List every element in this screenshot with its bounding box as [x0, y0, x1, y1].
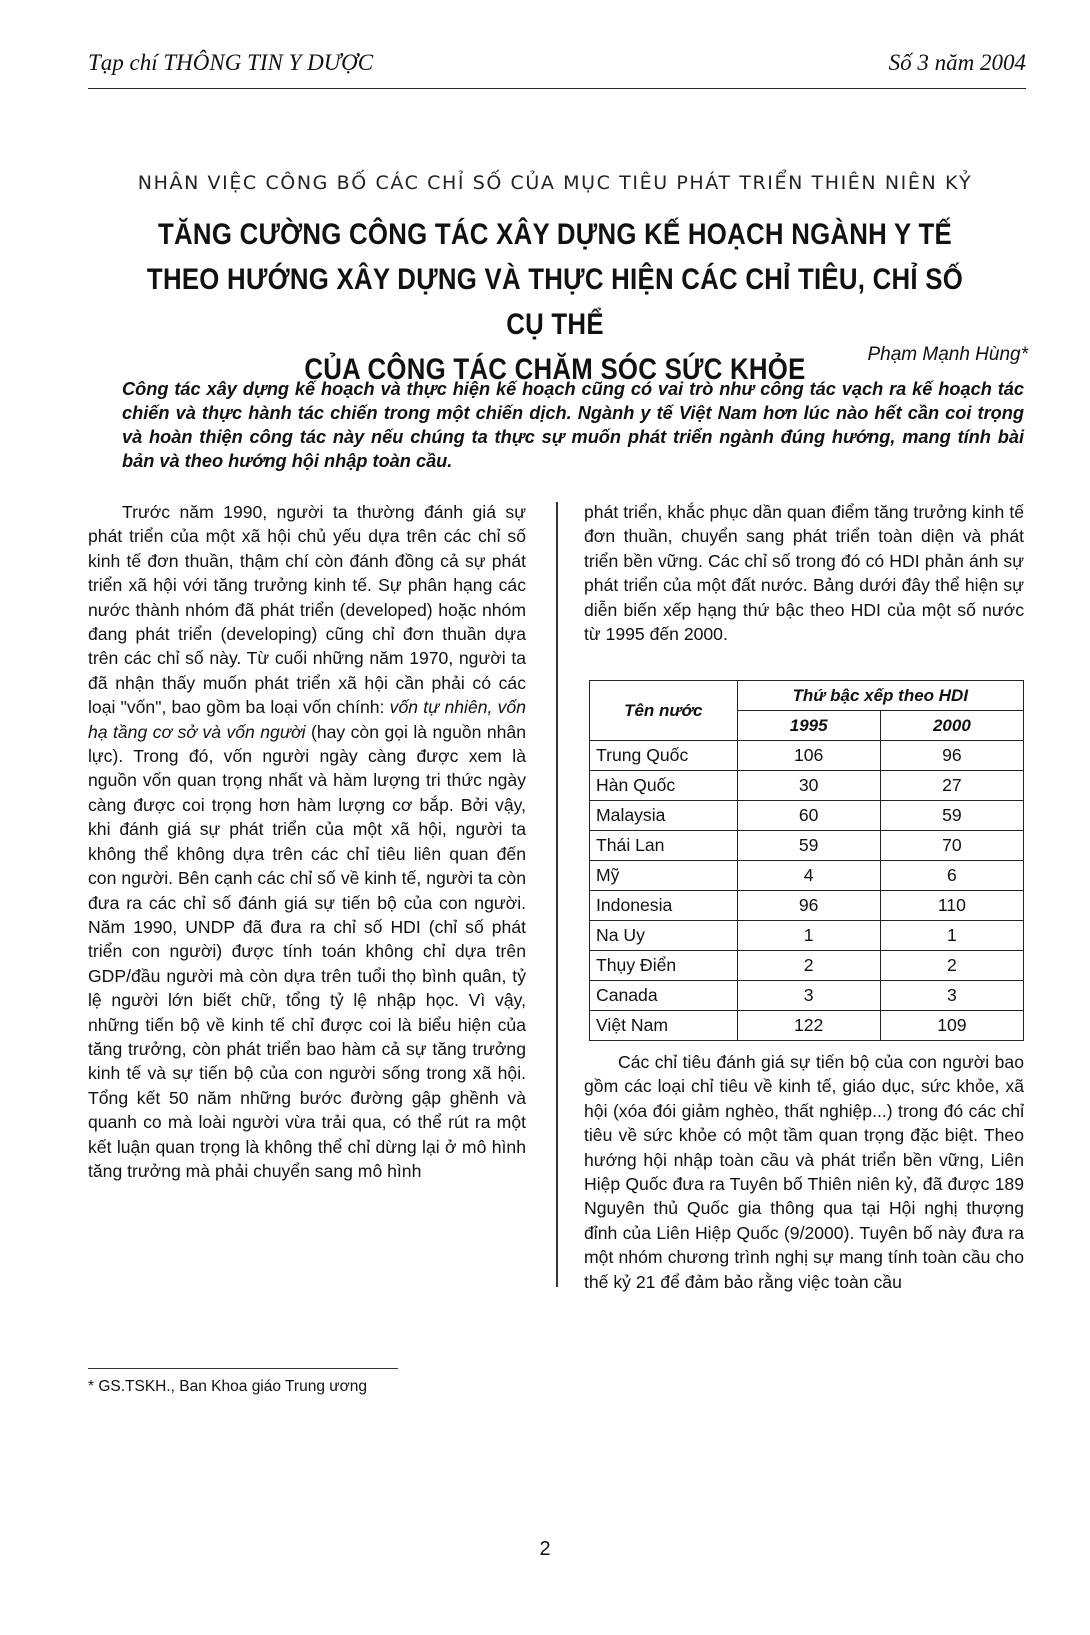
- table-row: [590, 741, 1024, 771]
- rank-1995-cell: 122: [737, 1011, 880, 1041]
- body-paragraph: Các chỉ tiêu đánh giá sự tiến bộ của con người bao gồm các loại chỉ tiêu về kinh tế, giáo dục, sức khỏe, xã hội (xóa đói giảm nghèo, thất nghiệp...) trong đó các chỉ tiêu về sức khỏe có một tầm quan trọng đặc biệt. Theo hướng hội nhập toàn cầu và phát triển bền vững, Liên Hiệp Quốc đưa ra Tuyên bố Thiên niên kỷ, đã được 189 Nguyên thủ Quốc gia thông qua tại Hội nghị thượng đỉnh của Liên Hiệp Quốc (9/2000). Tuyên bố này đưa ra một nhóm chương trình nghị sự mang tính toàn cầu cho thế kỷ 21 để đảm bảo rằng việc toàn cầu: [584, 1052, 1024, 1292]
- article-title: [147, 212, 964, 392]
- article-kicker: NHÂN VIỆC CÔNG BỐ CÁC CHỈ SỐ CỦA MỤC TIÊU PHÁT TRIỂN THIÊN NIÊN KỶ: [137, 172, 973, 194]
- table-row: [590, 891, 1024, 921]
- article-abstract: Công tác xây dựng kế hoạch và thực hiện kế hoạch cũng có vai trò như công tác vạch ra kế hoạch tác chiến và thực hành tác chiến trong một chiến dịch. Ngành y tế Việt Nam hơn lúc nào hết cần coi trọng và hoàn thiện công tác này nếu chúng ta thực sự muốn phát triển ngành đúng hướng, mang tính bài bản và theo hướng hội nhập toàn cầu.: [122, 379, 1024, 471]
- table-row: [590, 921, 1024, 951]
- rank-2000-cell: 27: [880, 771, 1023, 801]
- rank-2000-cell: 1: [880, 921, 1023, 951]
- table-row: [590, 1011, 1024, 1041]
- rank-1995-cell: 96: [737, 891, 880, 921]
- footnote: * GS.TSKH., Ban Khoa giáo Trung ương: [88, 1378, 368, 1395]
- body-paragraph: phát triển, khắc phục dần quan điểm tăng trưởng kinh tế đơn thuần, chuyển sang phát triển toàn diện và phát triển bền vững. Các chỉ số trong đó có HDI phản ánh sự phát triển của một đất nước. Bảng dưới đây thể hiện sự diễn biến xếp hạng thứ bậc theo HDI của một số nước từ 1995 đến 2000.: [584, 502, 1024, 645]
- author-name: Phạm Mạnh Hùng*: [867, 344, 1028, 365]
- country-cell: Malaysia: [590, 801, 738, 831]
- right-column: [584, 500, 1024, 646]
- country-cell: Thái Lan: [590, 831, 738, 861]
- emphasis-text: vốn tự nhiên, vốn hạ tầng cơ sở và vốn người: [88, 697, 526, 742]
- column-header-rank: Thứ bậc xếp theo HDI: [737, 681, 1023, 711]
- rank-2000-cell: 96: [880, 741, 1023, 771]
- rank-1995-cell: 2: [737, 951, 880, 981]
- paragraph-text: Trước năm 1990, người ta thường đánh giá sự phát triển của một xã hội chủ yếu dựa trên các chỉ số kinh tế đơn thuần, thậm chí còn đánh đồng cả sự phát triển xã hội với tăng trưởng kinh tế. Sự phân hạng các nước thành nhóm đã phát triển (developed) hoặc nhóm đang phát triển (developing) cũng chỉ đơn thuần dựa trên các chỉ số này. Từ cuối những năm 1970, người ta đã nhận thấy muốn phát triển xã hội cần phải có các loại "vốn", bao gồm ba loại vốn chính:: [88, 502, 526, 718]
- country-cell: Indonesia: [590, 891, 738, 921]
- rank-1995-cell: 59: [737, 831, 880, 861]
- left-column: [88, 500, 526, 1183]
- table-row: [590, 831, 1024, 861]
- column-divider: [556, 502, 558, 1287]
- country-cell: Việt Nam: [590, 1011, 738, 1041]
- right-column-continued: [584, 1050, 1024, 1294]
- rank-1995-cell: 30: [737, 771, 880, 801]
- country-cell: Hàn Quốc: [590, 771, 738, 801]
- body-paragraph: [88, 500, 526, 1183]
- country-cell: Trung Quốc: [590, 741, 738, 771]
- hdi-ranking-table: [589, 680, 1024, 1041]
- title-line: TĂNG CƯỜNG CÔNG TÁC XÂY DỰNG KẾ HOẠCH NGÀNH Y TẾ: [158, 218, 952, 251]
- title-line: THEO HƯỚNG XÂY DỰNG VÀ THỰC HIỆN CÁC CHỈ TIÊU, CHỈ SỐ CỤ THỂ: [146, 263, 964, 341]
- rank-1995-cell: 106: [737, 741, 880, 771]
- column-header-country: Tên nước: [590, 681, 738, 741]
- rank-2000-cell: 70: [880, 831, 1023, 861]
- table-row: [590, 951, 1024, 981]
- rank-1995-cell: 60: [737, 801, 880, 831]
- title-line: CỦA CÔNG TÁC CHĂM SÓC SỨC KHỎE: [304, 353, 806, 386]
- country-cell: Thụy Điển: [590, 951, 738, 981]
- rank-1995-cell: 4: [737, 861, 880, 891]
- rank-2000-cell: 3: [880, 981, 1023, 1011]
- table-row: [590, 861, 1024, 891]
- rank-2000-cell: 110: [880, 891, 1023, 921]
- country-cell: Na Uy: [590, 921, 738, 951]
- journal-name: Tạp chí THÔNG TIN Y DƯỢC: [88, 50, 374, 75]
- column-header-year: 1995: [737, 711, 880, 741]
- rank-2000-cell: 2: [880, 951, 1023, 981]
- footnote-rule: [88, 1368, 398, 1369]
- running-header: [88, 48, 1026, 89]
- country-cell: Canada: [590, 981, 738, 1011]
- rank-1995-cell: 1: [737, 921, 880, 951]
- issue-number: Số 3 năm 2004: [888, 50, 1026, 75]
- table-row: [590, 801, 1024, 831]
- rank-2000-cell: 59: [880, 801, 1023, 831]
- country-cell: Mỹ: [590, 861, 738, 891]
- column-header-year: 2000: [880, 711, 1023, 741]
- table-header-row: [590, 681, 1024, 711]
- table-row: [590, 981, 1024, 1011]
- rank-2000-cell: 6: [880, 861, 1023, 891]
- page-number: 2: [539, 1538, 551, 1560]
- paragraph-text: (hay còn gọi là nguồn nhân lực). Trong đó, vốn người ngày càng được xem là nguồn vốn quan trọng nhất và hàm lượng tri thức ngày càng được coi trọng hơn hàm lượng cơ bắp. Bởi vậy, khi đánh giá sự phát triển của một xã hội, người ta không thể không dựa trên các chỉ tiêu liên quan đến con người. Bên cạnh các chỉ số về kinh tế, người ta còn đưa ra các chỉ số đánh giá sự tiến bộ của con người. Năm 1990, UNDP đã đưa ra chỉ số HDI (chỉ số phát triển con người) được tính toán không chỉ dựa trên GDP/đầu người mà còn dựa trên tuổi thọ bình quân, tỷ lệ người lớn biết chữ, tổng tỷ lệ nhập học. Vì vậy, những tiến bộ về kinh tế chỉ được coi là biểu hiện của tăng trưởng, còn phát triển bao hàm cả sự tăng trưởng kinh tế và sự tiến bộ của con người sống trong xã hội. Tổng kết 50 năm những bước đường gập ghềnh và quanh co mà loài người vừa trải qua, có thể rút ra một kết luận quan trọng là không thể chỉ dừng lại ở mô hình tăng trưởng mà phải chuyển sang mô hình: [88, 721, 526, 1181]
- rank-2000-cell: 109: [880, 1011, 1023, 1041]
- rank-1995-cell: 3: [737, 981, 880, 1011]
- table-row: [590, 771, 1024, 801]
